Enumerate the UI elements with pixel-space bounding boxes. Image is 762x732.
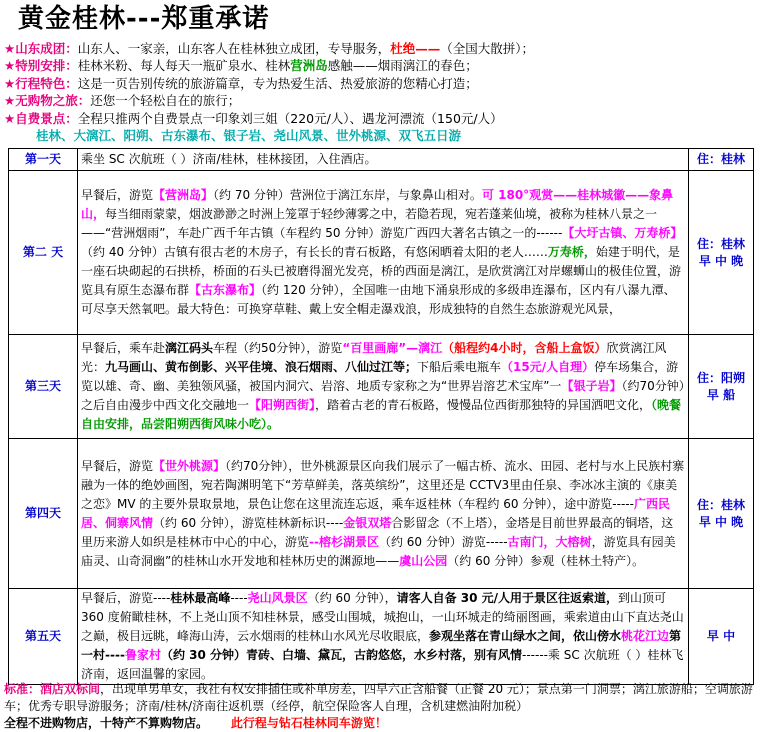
stay-info: 早 中	[689, 589, 754, 685]
day-description: 早餐后，乘车赴漓江码头车程（约50分钟），游览“百里画廊”—漓江（船程约4小时，含船上盒饭）欣赏漓江风光：九马画山、黄布倒影、兴平佳境、浪石烟雨、八仙过江等；下船后乘电瓶车（15元/人自理）停车场集合，游览以雄、奇、幽、美独领风骚，被国内洞穴、岩溶、地质专家称之为“世界岩溶艺术宝库”一【银子岩】（约70分钟）之后自由漫步中西文化交融地一【阳朔西街】，踏着古老的青石板路，慢慢品位西街那独特的异国洒吧文化，（晚餐自由安排，品尝阳朔西街风味小吃）。	[78, 335, 689, 439]
stay-info: 住：桂林	[689, 149, 754, 171]
table-row	[9, 335, 754, 439]
intro-line-feature: ★行程特色：这是一页告别传统的旅游篇章，专为热爱生活、热爱旅游的您精心打造；	[4, 75, 478, 91]
day-description: 早餐后，游览【世外桃源】（约70分钟），世外桃源景区向我们展示了一幅古桥、流水、田园、老村与水上民族村寨融为一体的绝妙画图，宛若陶渊明笔下“芳草鲜美，落英缤纷”，这里还是 CCTV3里由任泉、李冰冰主演的《康美之恋》MV 的主要外景取景地，景色让您在这里流连忘返，乘车返桂林（车程约 60 分钟），途中游览-----广西民居、侗寨风情（约 60 分钟），游览桂林新标识----金银双塔合影留念（不上塔），金塔是目前世界最高的铜塔，这里历来游人如织是桂林市中心的中心，游览--榕杉湖景区（约 60 分钟）游览-----古南门，大榕树，游览具有园美庙灵、山奇洞幽”的桂林山水开发地和桂林历史的渊源地——虞山公园（约 60 分钟）参观（桂林土特产）。	[78, 439, 689, 589]
day-label: 第一天	[9, 149, 78, 171]
day-description: 早餐后，游览----桂林最高峰----尧山风景区（约 60 分钟），请客人自备 30 元/人用于景区往返索道，到山顶可 360 度俯瞰桂林，不上尧山顶不知桂林景，感受山围城，城抱山，一山环城走的绮丽图画，乘索道由山下直达尧山之巅，极目远眺，峰海山涛，云水烟雨的桂林山水风光尽收眼底，参观坐落在青山绿水之间，依山傍水桃花江边第一村----鲁家村（约 30 分钟）青砖、白墙、黛瓦，古韵悠悠，水乡村落，别有风情------乘 SC 次航班（ ）桂林飞济南，返回温馨的家园。	[78, 589, 689, 685]
table-row	[9, 439, 754, 589]
itinerary-table	[8, 148, 754, 685]
stay-info: 住：阳朔 早 船	[689, 335, 754, 439]
day-description: 早餐后，游览【营洲岛】（约 70 分钟）营洲位于漓江东岸，与象鼻山相对。可 180°观赏——桂林城徽——象鼻山，每当细雨蒙蒙，烟波渺渺之时洲上笼罩于轻纱薄雾之中，若隐若现，宛若蓬莱仙境，被称为桂林八景之一——“营洲烟雨”，车赴广西千年古镇（车程约 50 分钟）游览广西四大著名古镇之一的------【大圩古镇、万寿桥】（约 40 分钟）古镇有很古老的木房子，有长长的青石板路，有悠闲晒着太阳的老人……万寿桥，始建于明代，是一座石块砌起的石拱桥，桥面的石头已被磨得溜光发亮，桥的西面是漓江，是欣赏漓江对岸螺蛳山的极佳位置，游览具有原生态瀑布群【古东瀑布】（约 120 分钟），全国唯一由地下涌泉形成的多级串连瀑布，区内有八瀑九潭、可尽享天然氧吧。最大特色：可换穿草鞋、戴上安全帽走瀑戏浪，形成独特的自然生态旅游观光风景，	[78, 171, 689, 335]
table-row	[9, 171, 754, 335]
intro-line-optional: ★自费景点：全程只推两个自费景点一印象刘三姐（220元/人）、遇龙河漂流（150元/人）	[4, 110, 503, 126]
table-row	[9, 589, 754, 685]
stay-info: 住：桂林 早 中 晚	[689, 171, 754, 335]
day-label: 第五天	[9, 589, 78, 685]
day-label: 第四天	[9, 439, 78, 589]
intro-line-team: ★山东成团：山东人、一家亲，山东客人在桂林独立成团，专导服务，杜绝——（全国大散拼）；	[4, 41, 535, 56]
footer-standards: 标准：酒店双标间，出现单男单女，我社有权安排插住或补单房差，四早六正含船餐（正餐 20 元）；景点第一门洞票；漓江旅游船；空调旅游车；优秀专职导游服务；济南/桂林/济南往返机票（经停，航空保险客人自理，含机建燃油附加税） 全程不进购物店，十特产不算购物店。 此行程与钻石桂林同车游览！	[4, 682, 753, 730]
intro-section	[4, 40, 758, 144]
page-title: 黄金桂林---郑重承诺	[18, 4, 270, 34]
table-row	[9, 149, 754, 171]
stay-info: 住：桂林 早 中 晚	[689, 439, 754, 589]
day-label: 第二 天	[9, 171, 78, 335]
intro-line-noshopping: ★无购物之旅：还您一个轻松自在的旅行；	[4, 93, 241, 109]
day-label: 第三天	[9, 335, 78, 439]
intro-line-special: ★特别安排：桂林米粉、每人每天一瓶矿泉水、桂林营洲岛感触——烟雨漓江的春色；	[4, 58, 478, 74]
sights-list: 桂林、大漓江、阳朔、古东瀑布、银子岩、尧山风景、世外桃源、双飞五日游	[36, 128, 462, 144]
day-description: 乘坐 SC 次航班（ ）济南/桂林，桂林接团，入住酒店。	[78, 149, 689, 171]
